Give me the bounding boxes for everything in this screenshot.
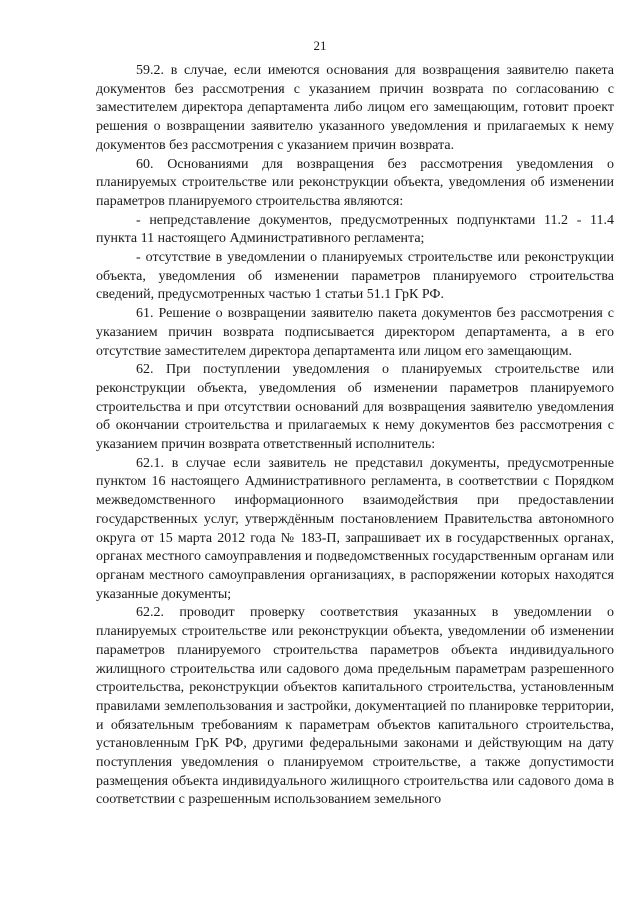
paragraph-60: 60. Основаниями для возвращения без рассмотрения уведомления о планируемых строительстве или реконструкции объекта, уведомления об изменении параметров планируемого строительства являются: — [96, 156, 614, 209]
document-body — [96, 62, 614, 810]
paragraph-62-2: 62.2. проводит проверку соответствия указанных в уведомлении о планируемых строительстве или реконструкции объекта, уведомлении об изменении параметров планируемого строительства параметров объекта индивидуального жилищного строительства или садового дома предельным параметрам разрешенного строительства, реконструкции объектов капитального строительства, установленным правилами землепользования и застройки, документацией по планировке территории, и обязательным требованиям к параметрам объектов капитального строительства, установленным ГрК РФ, другими федеральными законами и действующим на дату поступления уведомления о планируемом строительстве, а также допустимости размещения объекта индивидуального жилищного строительства или садового дома в соответствии с разрешенным использованием земельного — [96, 605, 614, 808]
paragraph-62-1: 62.1. в случае если заявитель не представил документы, предусмотренные пунктом 16 настоящего Административного регламента, в соответствии с Порядком межведомственного информационного взаимодействия при предоставлении государственных услуг, утверждённым постановлением Правительства автономного округа от 15 марта 2012 года № 183-П, запрашивает их в государственных органах, органах местного самоуправления и подведомственных государственным органам или органам местного самоуправления организациях, в распоряжении которых находятся указанные документы; — [96, 455, 614, 602]
paragraph-62: 62. При поступлении уведомления о планируемых строительстве или реконструкции объекта, уведомления об изменении параметров планируемого строительства и при отсутствии оснований для возвращения заявителю уведомления об окончании строительства и прилагаемых к нему документов без рассмотрения с указанием причин возврата ответственный исполнитель: — [96, 362, 614, 453]
paragraph-61: 61. Решение о возвращении заявителю пакета документов без рассмотрения с указанием причин возврата подписывается директором департамента, а в его отсутствие заместителем директора департамента или лицом его замещающим. — [96, 306, 614, 359]
page-number: 21 — [313, 38, 327, 53]
paragraph-59-2: 59.2. в случае, если имеются основания для возвращения заявителю пакета документов без рассмотрения с указанием причин возврата по согласованию с заместителем директора департамента либо лицом его замещающим, готовит проект решения о возвращении заявителю указанного уведомления и прилагаемых к нему документов без рассмотрения с указанием причин возврата. — [96, 63, 614, 153]
list-item-missing-documents: - непредставление документов, предусмотренных подпунктами 11.2 - 11.4 пункта 11 настоящего Административного регламента; — [96, 212, 614, 247]
list-item-missing-information: - отсутствие в уведомлении о планируемых строительстве или реконструкции объекта, уведомления об изменении параметров планируемого строительства сведений, предусмотренных частью 1 статьи 51.1 ГрК РФ. — [96, 250, 614, 303]
